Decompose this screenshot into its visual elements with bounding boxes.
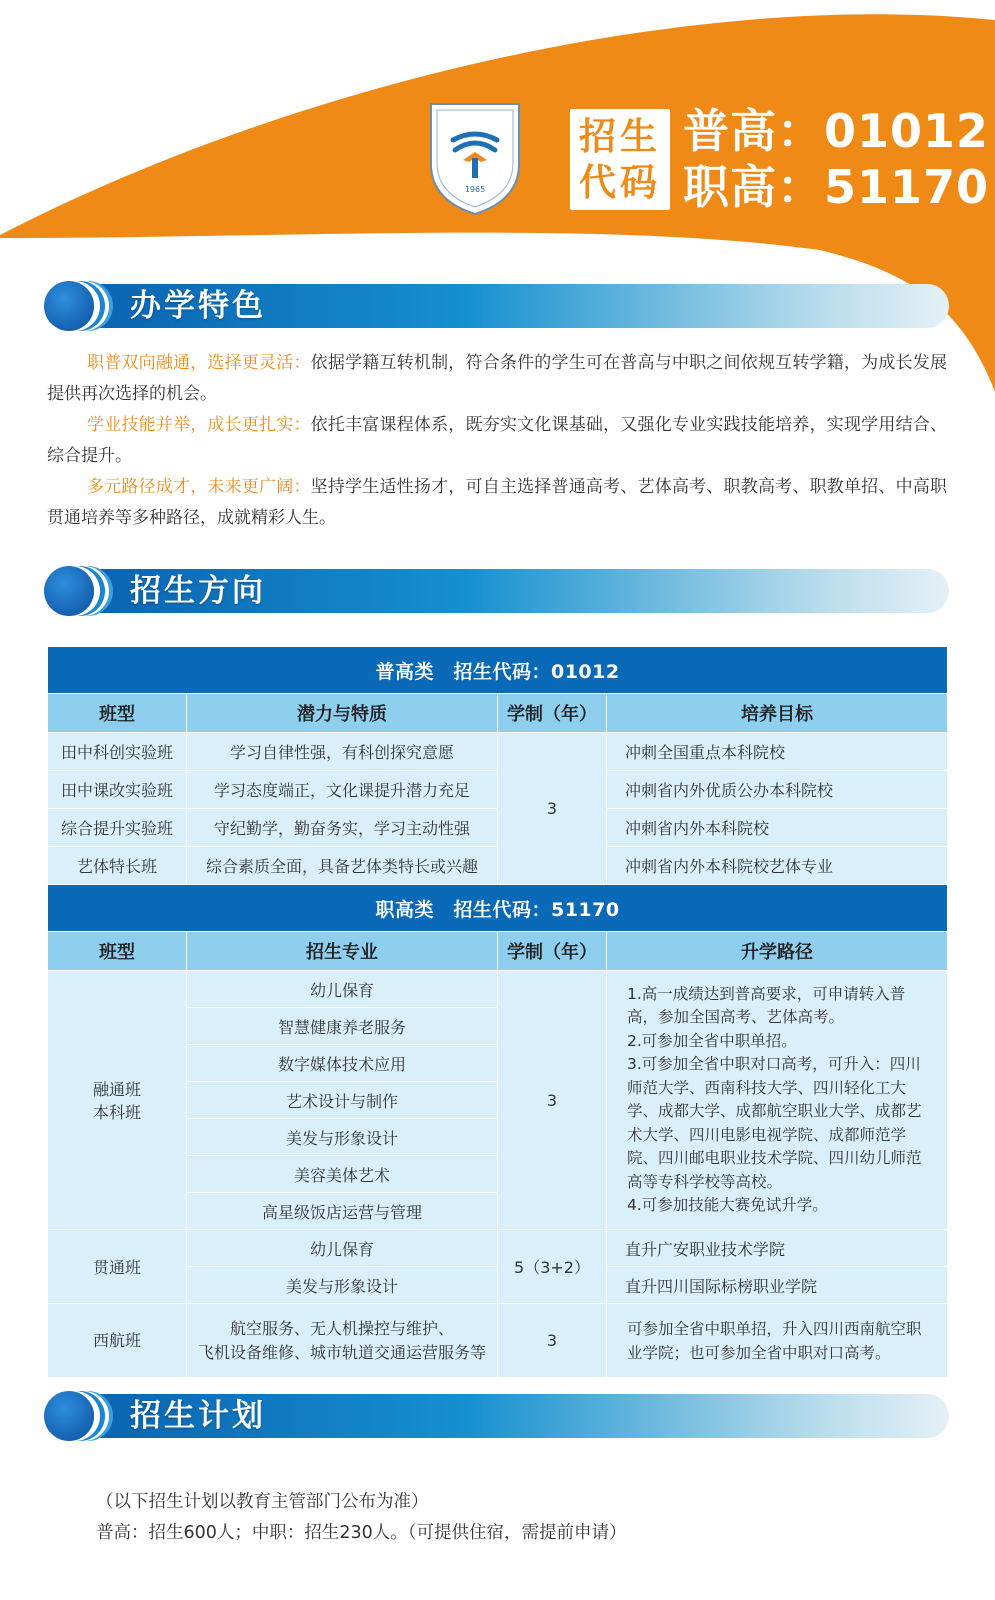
column-header: 升学路径 <box>607 932 948 971</box>
table-row <box>48 1230 948 1267</box>
major-line: 飞机设备维修、城市轨道交通运营服务等 <box>197 1342 486 1362</box>
section-circle-icon <box>44 1391 94 1441</box>
class-type-cell <box>48 971 187 1230</box>
section-circle-icon <box>44 566 94 616</box>
path-item: 4.可参加技能大赛免试升学。 <box>627 1196 828 1214</box>
section-header-plan <box>44 1391 949 1441</box>
feature-body: 坚持学生适性扬才，可自主选择普通高考、艺体高考、职教高考、职教单招、中高职贯通培养等多种路径，成就精彩人生。 <box>47 477 948 528</box>
section-title: 招生计划 <box>130 1398 266 1434</box>
admission-code-label <box>570 109 670 210</box>
plan-text <box>96 1487 627 1549</box>
major-cell <box>187 1304 498 1378</box>
goal-cell: 冲刺全国重点本科院校 <box>607 733 948 771</box>
code-label-line-2: 代码 <box>579 160 661 204</box>
table-row <box>48 733 948 771</box>
section-header-features <box>44 281 949 331</box>
section-header-direction <box>44 566 949 616</box>
major-cell: 艺术设计与制作 <box>187 1082 498 1119</box>
code-label-line-1: 招生 <box>579 114 661 158</box>
goal-cell: 冲刺省内外本科院校艺体专业 <box>607 847 948 885</box>
feature-paragraph <box>47 348 947 410</box>
path-cell: 可参加全省中职单招，升入四川西南航空职业学院；也可参加全省中职对口高考。 <box>607 1304 948 1378</box>
path-cell: 直升广安职业技术学院 <box>607 1230 948 1267</box>
major-cell: 美发与形象设计 <box>187 1119 498 1156</box>
class-type-cell: 田中科创实验班 <box>48 733 187 771</box>
class-type-cell: 贯通班 <box>48 1230 187 1304</box>
feature-highlight: 职普双向融通，选择更灵活： <box>87 353 311 373</box>
trait-cell: 学习态度端正，文化课提升潜力充足 <box>187 771 498 809</box>
major-cell: 智慧健康养老服务 <box>187 1008 498 1045</box>
vocational-group-title: 职高类 招生代码：51170 <box>48 885 948 932</box>
column-header: 招生专业 <box>187 932 498 971</box>
major-cell: 高星级饭店运营与管理 <box>187 1193 498 1230</box>
path-cell: 直升四川国际标榜职业学院 <box>607 1267 948 1304</box>
vocational-code: 职高：51170 <box>683 160 990 214</box>
admission-table <box>47 646 948 1378</box>
table-row <box>48 1304 948 1378</box>
path-item: 3.可参加全省中职对口高考，可升入：四川师范大学、西南科技大学、四川轻化工大学、成都大学、成都航空职业大学、成都艺术大学、四川电影电视学院、成都师范学院、四川邮电职业技术学院、四川幼儿师范高等专科学校等高校。 <box>627 1055 922 1191</box>
class-type-cell: 艺体特长班 <box>48 847 187 885</box>
trait-cell: 守纪勤学，勤奋务实，学习主动性强 <box>187 809 498 847</box>
path-item: 1.高一成绩达到普高要求，可申请转入普高，参加全国高考、艺体高考。 <box>627 984 906 1026</box>
features-text <box>47 348 947 534</box>
feature-body: 依托丰富课程体系，既夯实文化课基础，又强化专业实践技能培养，实现学用结合、综合提升。 <box>47 415 948 466</box>
major-cell: 美发与形象设计 <box>187 1267 498 1304</box>
column-header: 学制（年） <box>498 694 607 733</box>
section-title: 办学特色 <box>130 288 266 324</box>
plan-note: （以下招生计划以教育主管部门公布为准） <box>96 1492 429 1512</box>
column-header: 学制（年） <box>498 932 607 971</box>
major-cell: 幼儿保育 <box>187 971 498 1008</box>
column-header: 潜力与特质 <box>187 694 498 733</box>
general-group-title: 普高类 招生代码：01012 <box>48 647 948 694</box>
trait-cell: 学习自律性强，有科创探究意愿 <box>187 733 498 771</box>
feature-body: 依据学籍互转机制，符合条件的学生可在普高与中职之间依规互转学籍，为成长发展提供再次选择的机会。 <box>47 353 948 404</box>
feature-highlight: 学业技能并举，成长更扎实： <box>87 415 311 435</box>
major-cell: 美容美体艺术 <box>187 1156 498 1193</box>
feature-paragraph <box>47 472 947 534</box>
svg-text:1965: 1965 <box>464 185 486 194</box>
feature-paragraph <box>47 410 947 472</box>
class-type-cell: 综合提升实验班 <box>48 809 187 847</box>
feature-highlight: 多元路径成才，未来更广阔： <box>87 477 311 497</box>
years-cell: 5（3+2） <box>498 1230 607 1304</box>
plan-detail: 普高：招生600人；中职：招生230人。（可提供住宿，需提前申请） <box>96 1523 627 1543</box>
path-cell <box>607 971 948 1230</box>
school-logo <box>425 100 525 218</box>
class-type-cell: 西航班 <box>48 1304 187 1378</box>
path-item: 2.可参加全省中职单招。 <box>627 1031 797 1050</box>
section-circle-icon <box>44 281 94 331</box>
table-row <box>48 971 948 1008</box>
major-cell: 数字媒体技术应用 <box>187 1045 498 1082</box>
admission-codes <box>683 103 989 215</box>
column-header: 班型 <box>48 694 187 733</box>
major-cell: 幼儿保育 <box>187 1230 498 1267</box>
years-cell: 3 <box>498 971 607 1230</box>
class-type-line: 融通班 <box>92 1080 141 1099</box>
trait-cell: 综合素质全面，具备艺体类特长或兴趣 <box>187 847 498 885</box>
class-type-cell: 田中课改实验班 <box>48 771 187 809</box>
class-type-line: 本科班 <box>92 1103 141 1122</box>
general-code: 普高：01012 <box>683 104 990 158</box>
column-header: 班型 <box>48 932 187 971</box>
goal-cell: 冲刺省内外本科院校 <box>607 809 948 847</box>
column-header: 培养目标 <box>607 694 948 733</box>
years-cell: 3 <box>498 733 607 885</box>
section-title: 招生方向 <box>130 573 266 609</box>
major-line: 航空服务、无人机操控与维护、 <box>229 1318 454 1338</box>
years-cell: 3 <box>498 1304 607 1378</box>
goal-cell: 冲刺省内外优质公办本科院校 <box>607 771 948 809</box>
